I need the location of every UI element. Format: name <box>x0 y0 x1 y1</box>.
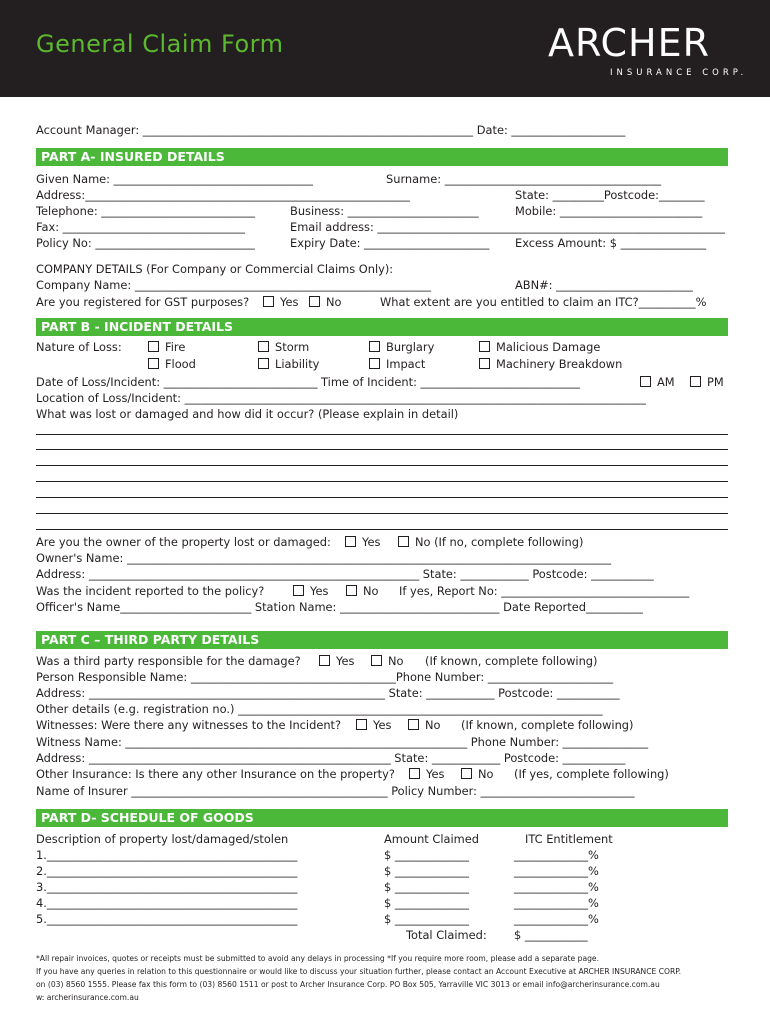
owners-name-field[interactable]: Owner's Name: _____________________________________________________________________________________ <box>36 551 612 565</box>
checkbox[interactable] <box>258 341 269 352</box>
owner-yes-option[interactable]: Yes <box>345 535 380 549</box>
checkbox[interactable] <box>479 341 490 352</box>
witnesses-yes-option[interactable]: Yes <box>356 718 391 732</box>
footer-note-2: If you have any queries in relation to this questionnaire or would like to discuss your situation further, please contact an Account Executive at ARCHER INSURANCE CORP. <box>36 967 682 976</box>
goods-amount-field[interactable]: $ _____________ <box>384 912 469 926</box>
checkbox[interactable] <box>319 655 330 666</box>
insurance-if-yes: (If yes, complete following) <box>514 767 669 781</box>
header-banner <box>0 0 770 97</box>
third-party-question: Was a third party responsible for the damage? <box>36 654 301 668</box>
goods-description-field[interactable]: 2.____________________________________________ <box>36 864 298 878</box>
itc-column-header: ITC Entitlement <box>525 832 613 846</box>
am-option[interactable]: AM <box>640 375 675 389</box>
owner-address-field[interactable]: Address: __________________________________________________________ State: ____________ Postcode: ___________ <box>36 567 654 581</box>
explanation-line[interactable] <box>36 449 728 450</box>
goods-amount-field[interactable]: $ _____________ <box>384 880 469 894</box>
checkbox[interactable] <box>345 536 356 547</box>
checkbox[interactable] <box>479 358 490 369</box>
abn-field[interactable]: ABN#: ________________________ <box>515 278 693 292</box>
name-of-insurer-field[interactable]: Name of Insurer _____________________________________________ Policy Number: ___________________________ <box>36 784 635 798</box>
goods-amount-field[interactable]: $ _____________ <box>384 896 469 910</box>
witnesses-question: Witnesses: Were there any witnesses to the Incident? <box>36 718 342 732</box>
checkbox[interactable] <box>461 768 472 779</box>
excess-amount-field[interactable]: Excess Amount: $ _______________ <box>515 236 707 250</box>
person-responsible-field[interactable]: Person Responsible Name: ____________________________________Phone Number: ______________________ <box>36 670 614 684</box>
third-party-address-field[interactable]: Address: ____________________________________________________ State: ____________ Postcode: ___________ <box>36 686 620 700</box>
checkbox[interactable] <box>409 768 420 779</box>
checkbox[interactable] <box>690 376 701 387</box>
logo-wordmark: ARCHER <box>548 21 711 65</box>
third-party-yes-option[interactable]: Yes <box>319 654 354 668</box>
checkbox[interactable] <box>371 655 382 666</box>
part-c-heading: PART C – THIRD PARTY DETAILS <box>41 632 260 647</box>
machinery-breakdown-option[interactable]: Machinery Breakdown <box>479 357 622 371</box>
goods-description-field[interactable]: 5.____________________________________________ <box>36 912 298 926</box>
checkbox[interactable] <box>408 719 419 730</box>
footer-note-3: on (03) 8560 1555. Please fax this form to (03) 8560 1511 or post to Archer Insurance Corp. PO Box 505, Yarraville VIC 3013 or email info@archerinsurance.com.au <box>36 980 660 989</box>
report-no-field[interactable]: If yes, Report No: _________________________________ <box>399 584 690 598</box>
malicious-damage-option[interactable]: Malicious Damage <box>479 340 600 354</box>
checkbox[interactable] <box>148 341 159 352</box>
witness-address-field[interactable]: Address: _____________________________________________________ State: ____________ Postcode: ___________ <box>36 751 626 765</box>
policy-no-field[interactable]: Policy No: ____________________________ <box>36 236 255 250</box>
third-party-if-known: (If known, complete following) <box>425 654 598 668</box>
other-details-field[interactable]: Other details (e.g. registration no.) ________________________________________________________________ <box>36 702 603 716</box>
total-claimed-field[interactable]: $ ___________ <box>514 928 588 942</box>
part-c-heading-bar <box>36 631 728 649</box>
goods-description-field[interactable]: 3.____________________________________________ <box>36 880 298 894</box>
explanation-line[interactable] <box>36 497 728 498</box>
goods-amount-field[interactable]: $ _____________ <box>384 864 469 878</box>
checkbox[interactable] <box>309 296 320 307</box>
account-manager-field[interactable]: Account Manager: __________________________________________________________ Date: ____________________ <box>36 123 626 137</box>
surname-field[interactable]: Surname: ______________________________________ <box>386 172 662 186</box>
address-field[interactable]: Address:_________________________________________________________ <box>36 188 410 202</box>
reported-yes-option[interactable]: Yes <box>293 584 328 598</box>
expiry-date-field[interactable]: Expiry Date: ______________________ <box>290 236 490 250</box>
checkbox[interactable] <box>356 719 367 730</box>
telephone-field[interactable]: Telephone: ___________________________ <box>36 204 256 218</box>
given-name-field[interactable]: Given Name: ___________________________________ <box>36 172 313 186</box>
reported-no-option[interactable]: No <box>346 584 379 598</box>
goods-itc-field[interactable]: _____________% <box>514 848 599 862</box>
checkbox[interactable] <box>263 296 274 307</box>
gst-no-option[interactable]: No <box>309 295 342 309</box>
gst-yes-option[interactable]: Yes <box>263 295 298 309</box>
witness-name-field[interactable]: Witness Name: ____________________________________________________________ Phone Number: _______________ <box>36 735 649 749</box>
mobile-field[interactable]: Mobile: _________________________ <box>515 204 703 218</box>
footer-website: w: archerinsurance.com.au <box>36 993 139 1002</box>
goods-itc-field[interactable]: _____________% <box>514 864 599 878</box>
gst-question: Are you registered for GST purposes? <box>36 295 250 309</box>
checkbox[interactable] <box>398 536 409 547</box>
goods-itc-field[interactable]: _____________% <box>514 896 599 910</box>
storm-option[interactable]: Storm <box>258 340 309 354</box>
other-insurance-question: Other Insurance: Is there any other Insurance on the property? <box>36 767 395 781</box>
part-d-heading: PART D- SCHEDULE OF GOODS <box>41 810 254 825</box>
description-column-header: Description of property lost/damaged/stolen <box>36 832 289 846</box>
company-name-field[interactable]: Company Name: ____________________________________________________ <box>36 278 432 292</box>
amount-column-header: Amount Claimed <box>384 832 479 846</box>
impact-option[interactable]: Impact <box>369 357 425 371</box>
part-b-heading-bar <box>36 318 728 336</box>
archer-logo <box>548 20 748 80</box>
pm-option[interactable]: PM <box>690 375 724 389</box>
goods-amount-field[interactable]: $ _____________ <box>384 848 469 862</box>
part-a-heading: PART A- INSURED DETAILS <box>41 149 225 164</box>
nature-of-loss-label: Nature of Loss: <box>36 340 122 354</box>
form-title: General Claim Form <box>36 30 284 58</box>
burglary-option[interactable]: Burglary <box>369 340 434 354</box>
insurance-no-option[interactable]: No <box>461 767 494 781</box>
explanation-line[interactable] <box>36 513 728 514</box>
goods-itc-field[interactable]: _____________% <box>514 880 599 894</box>
what-lost-question: What was lost or damaged and how did it occur? (Please explain in detail) <box>36 407 459 421</box>
checkbox[interactable] <box>369 341 380 352</box>
part-d-heading-bar <box>36 809 728 827</box>
company-details-label: COMPANY DETAILS (For Company or Commercial Claims Only): <box>36 262 394 276</box>
footer-note-1: *All repair invoices, quotes or receipts must be submitted to avoid any delays in processing *If you require more room, please add a separate page. <box>36 954 600 963</box>
officers-name-field[interactable]: Officer's Name_______________________ Station Name: ____________________________ Date Reported__________ <box>36 600 643 614</box>
goods-description-field[interactable]: 1.____________________________________________ <box>36 848 298 862</box>
fax-field[interactable]: Fax: ________________________________ <box>36 220 245 234</box>
checkbox[interactable] <box>346 585 357 596</box>
checkbox[interactable] <box>640 376 651 387</box>
date-of-loss-field[interactable]: Date of Loss/Incident: ___________________________ Time of Incident: ____________________________ <box>36 375 581 389</box>
reported-question: Was the incident reported to the policy? <box>36 584 265 598</box>
goods-itc-field[interactable]: _____________% <box>514 912 599 926</box>
fire-option[interactable]: Fire <box>148 340 185 354</box>
witnesses-no-option[interactable]: No <box>408 718 441 732</box>
email-field[interactable]: Email address: _____________________________________________________________ <box>290 220 725 234</box>
flood-option[interactable]: Flood <box>148 357 196 371</box>
checkbox[interactable] <box>258 358 269 369</box>
third-party-no-option[interactable]: No <box>371 654 404 668</box>
explanation-line[interactable] <box>36 481 728 482</box>
explanation-line[interactable] <box>36 529 728 530</box>
insurance-yes-option[interactable]: Yes <box>409 767 444 781</box>
checkbox[interactable] <box>148 358 159 369</box>
logo-subtitle: INSURANCE CORP. <box>610 68 748 78</box>
total-claimed-label: Total Claimed: <box>406 928 487 942</box>
witnesses-if-known: (If known, complete following) <box>461 718 634 732</box>
owner-no-option[interactable]: No (If no, complete following) <box>398 535 583 549</box>
owner-question: Are you the owner of the property lost or damaged: <box>36 535 331 549</box>
business-field[interactable]: Business: _______________________ <box>290 204 479 218</box>
part-a-heading-bar <box>36 148 728 166</box>
checkbox[interactable] <box>369 358 380 369</box>
part-b-heading: PART B - INCIDENT DETAILS <box>41 319 234 334</box>
location-field[interactable]: Location of Loss/Incident: _________________________________________________________________________________ <box>36 391 646 405</box>
checkbox[interactable] <box>293 585 304 596</box>
goods-description-field[interactable]: 4.____________________________________________ <box>36 896 298 910</box>
state-postcode-field[interactable]: State: _________Postcode:________ <box>515 188 705 202</box>
explanation-line[interactable] <box>36 434 728 435</box>
explanation-line[interactable] <box>36 465 728 466</box>
itc-question-field[interactable]: What extent are you entitled to claim an ITC?__________% <box>380 295 707 309</box>
liability-option[interactable]: Liability <box>258 357 319 371</box>
